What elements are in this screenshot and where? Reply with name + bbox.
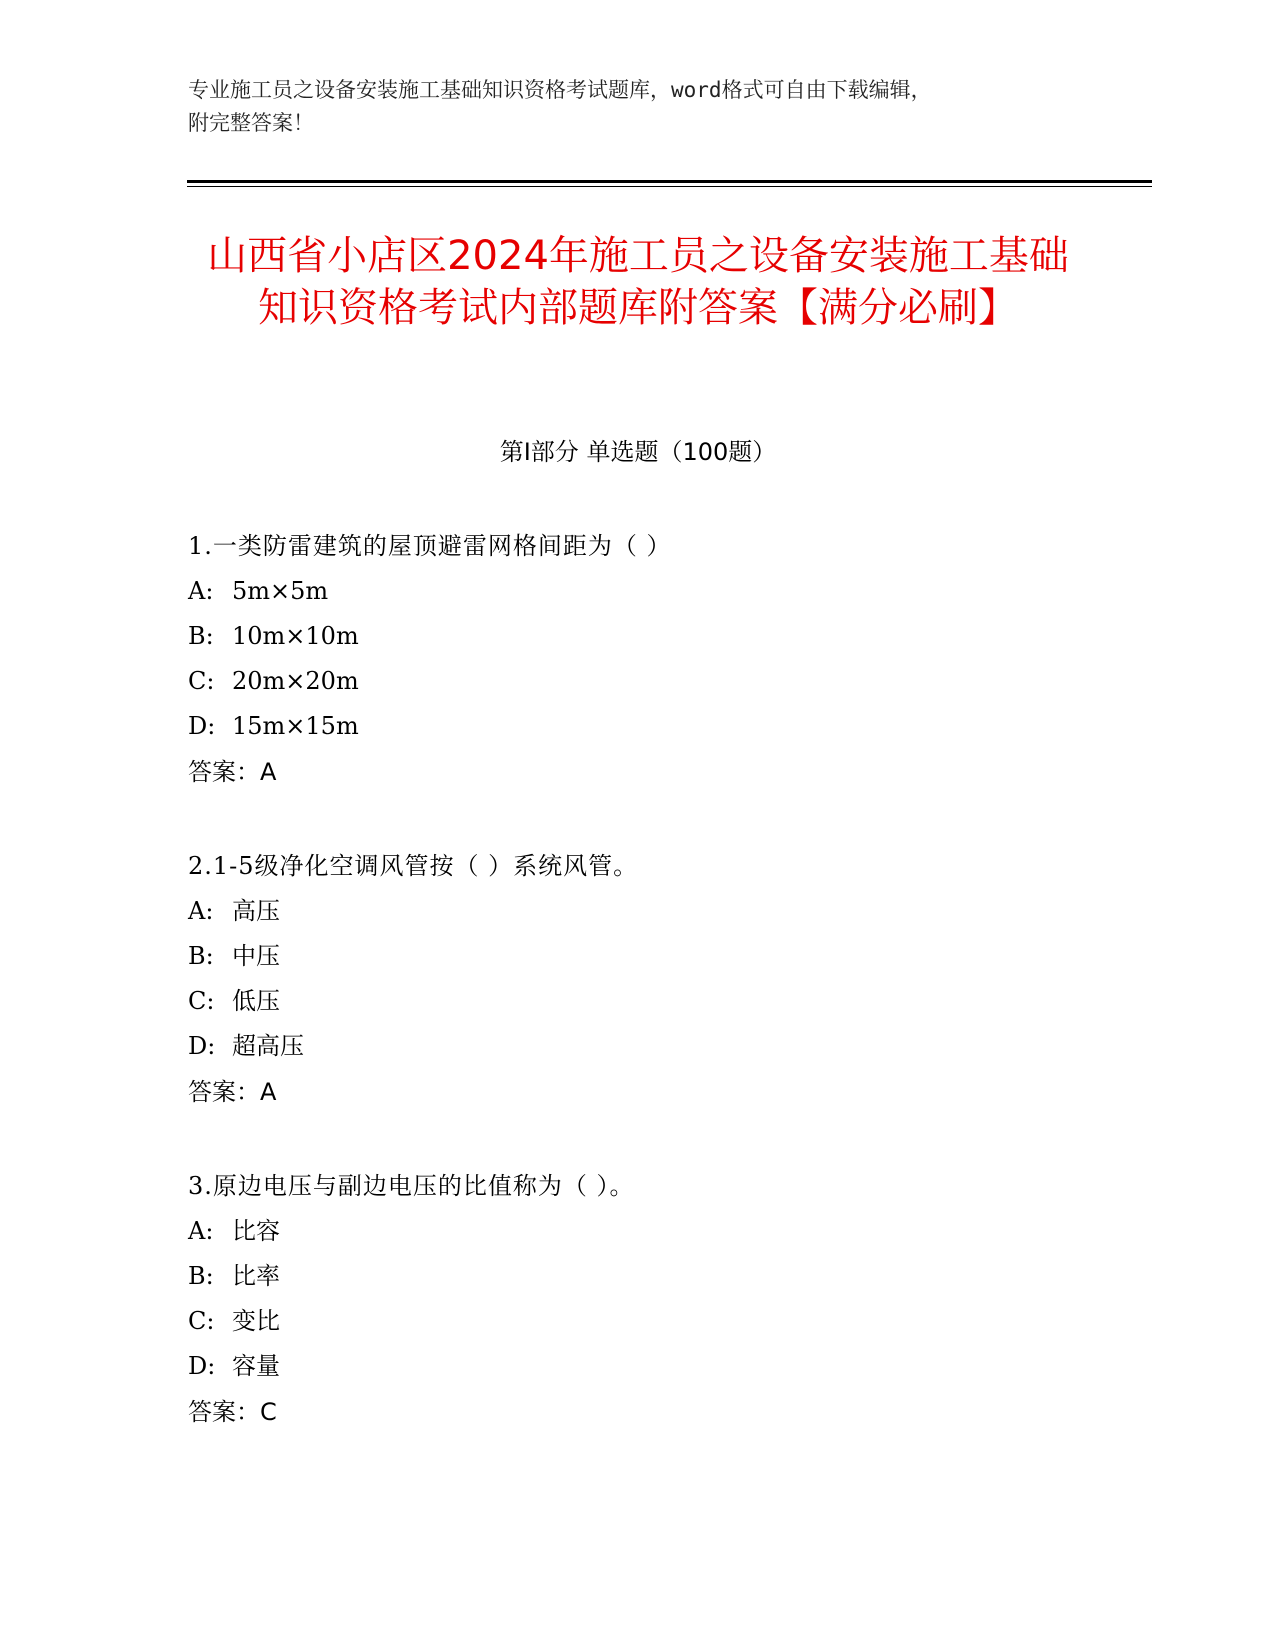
option-letter: D: bbox=[188, 712, 216, 740]
answer-line bbox=[188, 1069, 1088, 1115]
option-text: 超高压 bbox=[232, 1032, 304, 1060]
option-letter: A: bbox=[188, 577, 214, 605]
option-text: 高压 bbox=[232, 897, 280, 925]
question-3 bbox=[188, 1163, 1088, 1435]
option-text: 10m×10m bbox=[232, 622, 359, 650]
option-text: 低压 bbox=[232, 987, 280, 1015]
header-rule-thin bbox=[187, 186, 1152, 187]
header-rule-thick bbox=[187, 180, 1152, 183]
option-text: 变比 bbox=[232, 1307, 280, 1335]
option-letter: D: bbox=[188, 1352, 216, 1380]
option-a bbox=[188, 569, 1088, 614]
option-letter: C: bbox=[188, 667, 215, 695]
option-b bbox=[188, 1254, 1088, 1299]
option-b bbox=[188, 614, 1088, 659]
option-letter: C: bbox=[188, 987, 215, 1015]
option-text: 5m×5m bbox=[232, 577, 329, 605]
header-note-line-1: 专业施工员之设备安装施工基础知识资格考试题库，word格式可自由下载编辑， bbox=[188, 78, 932, 102]
answer-label: 答案： bbox=[188, 1398, 260, 1426]
option-letter: B: bbox=[188, 1262, 214, 1290]
option-text: 容量 bbox=[232, 1352, 280, 1380]
option-text: 15m×15m bbox=[232, 712, 359, 740]
header-note bbox=[188, 74, 1068, 140]
answer-line bbox=[188, 749, 1088, 795]
option-c bbox=[188, 1299, 1088, 1344]
option-d bbox=[188, 1344, 1088, 1389]
question-stem: 1.一类防雷建筑的屋顶避雷网格间距为（ ） bbox=[188, 532, 672, 560]
option-d bbox=[188, 1024, 1088, 1069]
option-c bbox=[188, 659, 1088, 704]
option-c bbox=[188, 979, 1088, 1024]
option-letter: D: bbox=[188, 1032, 216, 1060]
option-letter: A: bbox=[188, 1217, 214, 1245]
option-text: 比率 bbox=[232, 1262, 280, 1290]
option-a bbox=[188, 1209, 1088, 1254]
answer-value: A bbox=[260, 758, 277, 786]
answer-label: 答案： bbox=[188, 1078, 260, 1106]
option-letter: A: bbox=[188, 897, 214, 925]
answer-value: C bbox=[260, 1398, 277, 1426]
answer-label: 答案： bbox=[188, 758, 260, 786]
document-title: 山西省小店区2024年施工员之设备安装施工基础知识资格考试内部题库附答案【满分必刷】 bbox=[207, 233, 1069, 331]
question-2 bbox=[188, 843, 1088, 1115]
answer-value: A bbox=[260, 1078, 277, 1106]
option-text: 中压 bbox=[232, 942, 280, 970]
question-stem: 2.1-5级净化空调风管按（ ）系统风管。 bbox=[188, 852, 639, 880]
header-note-line-2: 附完整答案！ bbox=[188, 111, 314, 135]
option-d bbox=[188, 704, 1088, 749]
question-stem: 3.原边电压与副边电压的比值称为（ ）。 bbox=[188, 1172, 635, 1200]
option-text: 20m×20m bbox=[232, 667, 359, 695]
option-letter: C: bbox=[188, 1307, 215, 1335]
option-letter: B: bbox=[188, 942, 214, 970]
section-heading: 第Ⅰ部分 单选题（100题） bbox=[499, 438, 777, 466]
option-text: 比容 bbox=[232, 1217, 280, 1245]
question-1 bbox=[188, 523, 1088, 795]
option-letter: B: bbox=[188, 622, 214, 650]
answer-line bbox=[188, 1389, 1088, 1435]
option-b bbox=[188, 934, 1088, 979]
option-a bbox=[188, 889, 1088, 934]
